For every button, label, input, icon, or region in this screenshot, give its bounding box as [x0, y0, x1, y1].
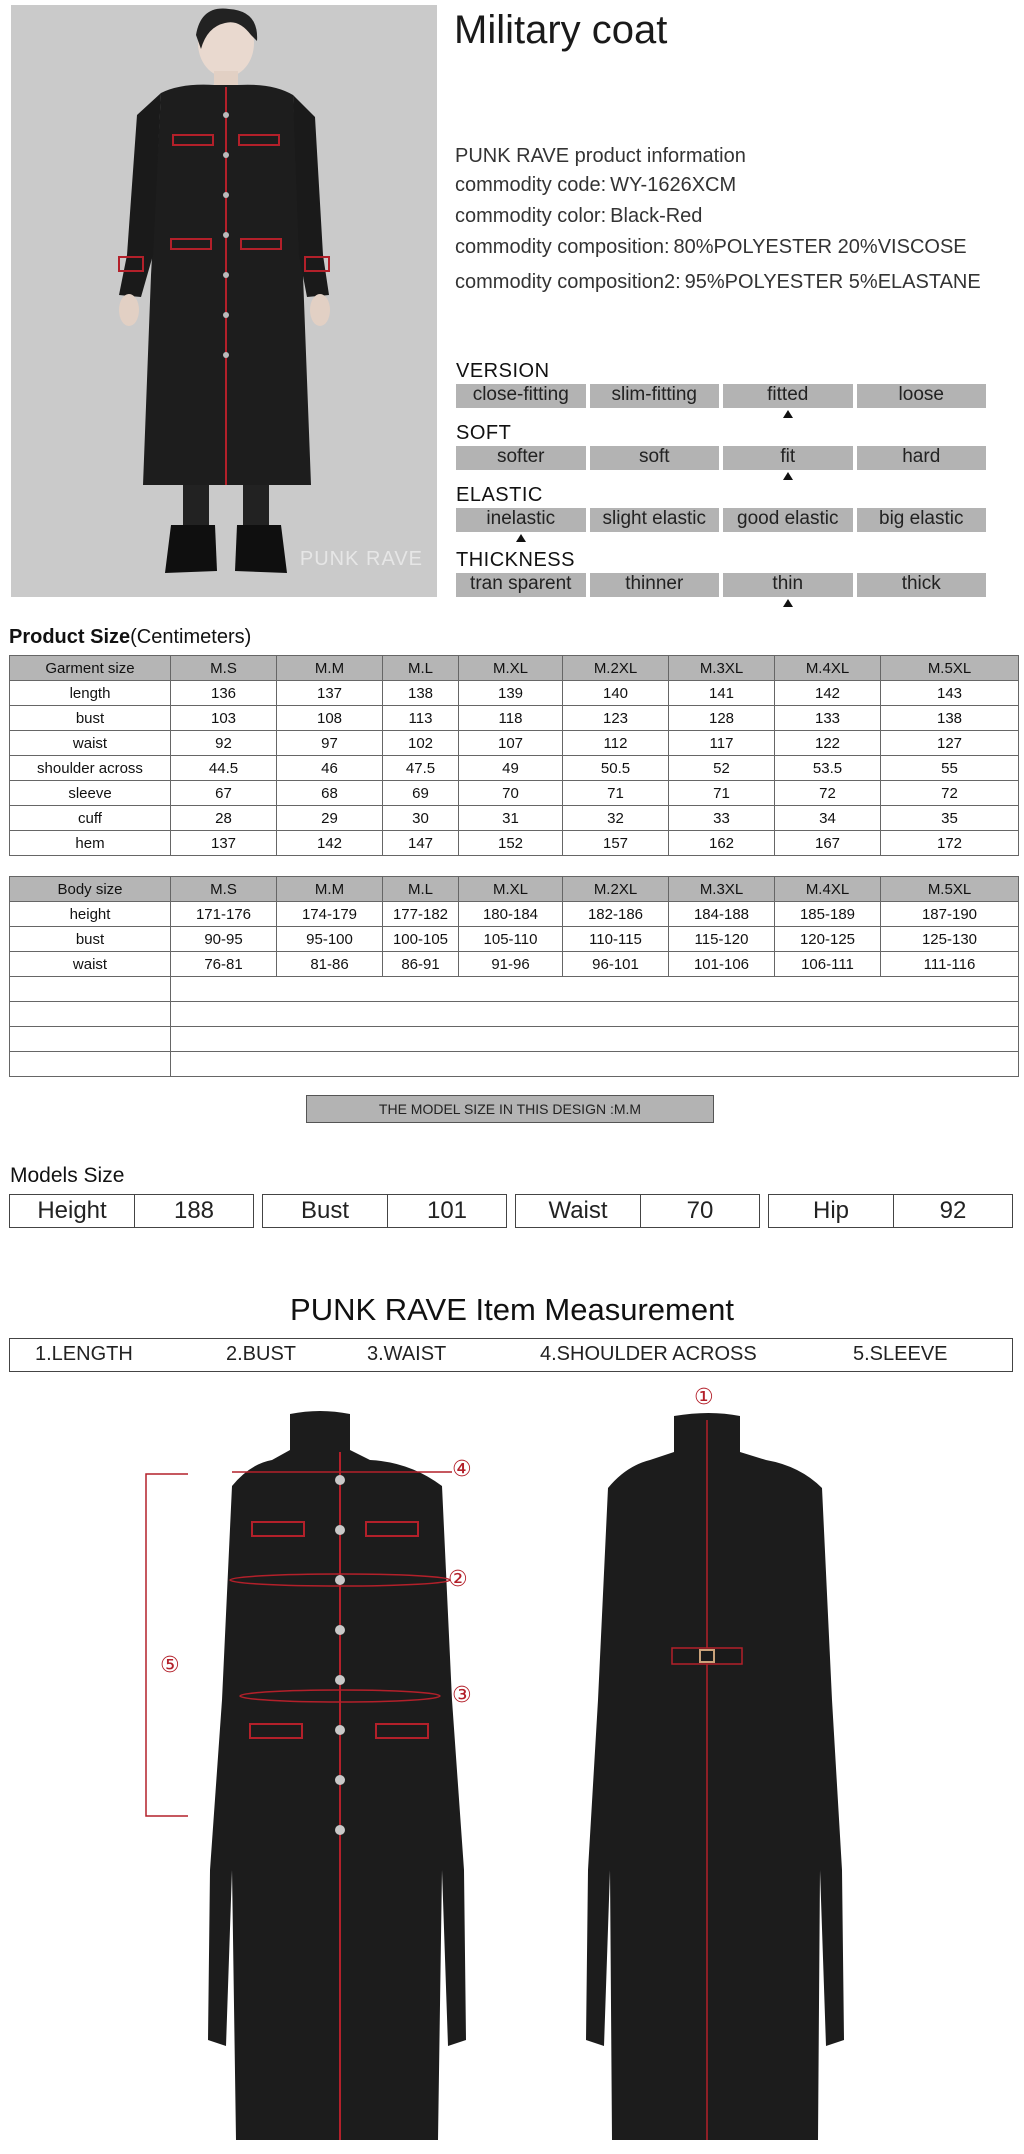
table-cell: 174-179: [277, 902, 383, 927]
table-row: [10, 952, 1019, 977]
attr-scale-version: [456, 384, 986, 408]
measurement-legend: [9, 1338, 1013, 1372]
table-cell: 147: [383, 831, 459, 856]
model-measure-hip: [768, 1194, 1013, 1228]
table-cell: 111-116: [881, 952, 1019, 977]
table-cell: 120-125: [775, 927, 881, 952]
table-cell: waist: [10, 952, 171, 977]
table-cell: 108: [277, 706, 383, 731]
table-cell: 140: [563, 681, 669, 706]
table-row: [10, 902, 1019, 927]
table-cell: [10, 1002, 171, 1027]
table-header-cell: M.L: [383, 877, 459, 902]
table-cell: [171, 1027, 1019, 1052]
model-measure-value: 101: [426, 1197, 468, 1224]
attr-option: fit: [723, 446, 853, 470]
code-value: WY-1626XCM: [610, 174, 737, 196]
table-cell: 180-184: [459, 902, 563, 927]
table-header-cell: Body size: [10, 877, 171, 902]
table-cell: 107: [459, 731, 563, 756]
table-cell: 125-130: [881, 927, 1019, 952]
table-cell: 133: [775, 706, 881, 731]
table-cell: 101-106: [669, 952, 775, 977]
table-header-cell: M.2XL: [563, 877, 669, 902]
model-measure-label: Hip: [769, 1195, 894, 1227]
table-cell: 71: [563, 781, 669, 806]
table-cell: 32: [563, 806, 669, 831]
table-cell: [171, 1052, 1019, 1077]
color-value: Black-Red: [610, 205, 703, 227]
empty-row: [10, 1052, 1019, 1077]
table-cell: 138: [383, 681, 459, 706]
attr-option: fitted: [723, 384, 853, 408]
attr-label-elastic: ELASTIC: [456, 484, 543, 506]
table-cell: 55: [881, 756, 1019, 781]
table-cell: 81-86: [277, 952, 383, 977]
table-cell: height: [10, 902, 171, 927]
table-cell: shoulder across: [10, 756, 171, 781]
table-cell: 142: [775, 681, 881, 706]
attr-option: tran sparent: [456, 573, 586, 597]
models-size-title: Models Size: [10, 1164, 125, 1187]
table-row: [10, 681, 1019, 706]
attr-option: slim-fitting: [590, 384, 720, 408]
empty-row: [10, 1027, 1019, 1052]
table-cell: 184-188: [669, 902, 775, 927]
model-size-note: THE MODEL SIZE IN THIS DESIGN :M.M: [306, 1095, 714, 1123]
table-cell: bust: [10, 706, 171, 731]
table-cell: 128: [669, 706, 775, 731]
info-composition2: [455, 271, 981, 294]
info-heading: PUNK RAVE product information: [455, 145, 746, 167]
sleeve-measure-bracket: [140, 1472, 190, 1818]
table-cell: 30: [383, 806, 459, 831]
attr-option: thin: [723, 573, 853, 597]
table-cell: 106-111: [775, 952, 881, 977]
table-cell: 167: [775, 831, 881, 856]
table-cell: 97: [277, 731, 383, 756]
table-cell: 172: [881, 831, 1019, 856]
table-header-cell: M.4XL: [775, 656, 881, 681]
table-cell: 127: [881, 731, 1019, 756]
table-cell: 44.5: [171, 756, 277, 781]
model-measure-waist: [515, 1194, 760, 1228]
attr-option: good elastic: [723, 508, 853, 532]
attr-option: thinner: [590, 573, 720, 597]
marker-3: ③: [452, 1682, 472, 1707]
attr-option: inelastic: [456, 508, 586, 532]
info-color: [455, 205, 702, 228]
table-cell: 102: [383, 731, 459, 756]
info-code: [455, 174, 736, 197]
product-size-title: [9, 626, 251, 649]
table-header-cell: M.2XL: [563, 656, 669, 681]
table-cell: sleeve: [10, 781, 171, 806]
attr-option: softer: [456, 446, 586, 470]
empty-row: [10, 977, 1019, 1002]
table-cell: 157: [563, 831, 669, 856]
measure-bust: 2.BUST: [226, 1343, 297, 1365]
table-cell: 29: [277, 806, 383, 831]
table-cell: 152: [459, 831, 563, 856]
color-label: commodity color:: [455, 205, 607, 227]
measure-waist: 3.WAIST: [367, 1343, 447, 1365]
table-cell: 46: [277, 756, 383, 781]
code-label: commodity code:: [455, 174, 607, 196]
model-measure-bust: [262, 1194, 507, 1228]
attr-option: loose: [857, 384, 987, 408]
table-row: [10, 806, 1019, 831]
marker-2: ②: [448, 1566, 468, 1591]
composition-value: 80%POLYESTER 20%VISCOSE: [673, 236, 967, 258]
table-header-cell: M.5XL: [881, 877, 1019, 902]
composition2-value: 95%POLYESTER 5%ELASTANE: [684, 271, 981, 293]
table-cell: waist: [10, 731, 171, 756]
table-cell: 96-101: [563, 952, 669, 977]
selected-indicator-icon: [783, 599, 793, 607]
table-header-cell: M.XL: [459, 656, 563, 681]
table-header-cell: M.XL: [459, 877, 563, 902]
attr-option: hard: [857, 446, 987, 470]
attr-option: thick: [857, 573, 987, 597]
table-cell: 68: [277, 781, 383, 806]
table-header-cell: M.M: [277, 877, 383, 902]
table-cell: 122: [775, 731, 881, 756]
model-measure-value: 92: [939, 1197, 967, 1224]
table-cell: 117: [669, 731, 775, 756]
model-measure-value: 188: [173, 1197, 215, 1224]
empty-row: [10, 1002, 1019, 1027]
table-cell: 67: [171, 781, 277, 806]
table-cell: 33: [669, 806, 775, 831]
table-header-cell: M.S: [171, 656, 277, 681]
table-cell: 143: [881, 681, 1019, 706]
info-composition: [455, 236, 967, 259]
attr-scale-thickness: [456, 573, 986, 597]
attr-label-thickness: THICKNESS: [456, 549, 575, 571]
table-row: [10, 756, 1019, 781]
product-size-heading: Product Size: [9, 626, 131, 648]
body-size-table: [9, 876, 1019, 1077]
table-cell: 110-115: [563, 927, 669, 952]
table-row: [10, 927, 1019, 952]
selected-indicator-icon: [783, 472, 793, 480]
table-cell: [171, 977, 1019, 1002]
table-cell: 113: [383, 706, 459, 731]
table-row: [10, 731, 1019, 756]
selected-indicator-icon: [516, 534, 526, 542]
attr-label-soft: SOFT: [456, 422, 512, 444]
table-cell: 100-105: [383, 927, 459, 952]
table-cell: [10, 977, 171, 1002]
table-cell: [171, 1002, 1019, 1027]
coat-back-diagram: [560, 1400, 870, 2140]
table-cell: 49: [459, 756, 563, 781]
table-cell: hem: [10, 831, 171, 856]
table-header-cell: M.S: [171, 877, 277, 902]
table-cell: 90-95: [171, 927, 277, 952]
table-header-cell: M.M: [277, 656, 383, 681]
table-cell: cuff: [10, 806, 171, 831]
table-header-cell: M.3XL: [669, 877, 775, 902]
model-measure-label: Bust: [263, 1195, 388, 1227]
table-row: [10, 831, 1019, 856]
table-cell: 185-189: [775, 902, 881, 927]
table-cell: 92: [171, 731, 277, 756]
table-cell: 136: [171, 681, 277, 706]
table-cell: 53.5: [775, 756, 881, 781]
table-cell: 95-100: [277, 927, 383, 952]
table-row: [10, 706, 1019, 731]
attr-scale-elastic: [456, 508, 986, 532]
table-header-row: [10, 877, 1019, 902]
table-cell: 103: [171, 706, 277, 731]
product-photo: [11, 5, 437, 597]
marker-1: ①: [694, 1384, 714, 1409]
attr-option: big elastic: [857, 508, 987, 532]
attr-scale-soft: [456, 446, 986, 470]
product-title: Military coat: [454, 8, 668, 52]
table-header-cell: M.3XL: [669, 656, 775, 681]
table-cell: 137: [171, 831, 277, 856]
table-cell: 115-120: [669, 927, 775, 952]
measurement-title: PUNK RAVE Item Measurement: [290, 1292, 734, 1327]
table-cell: 112: [563, 731, 669, 756]
attr-label-version: VERSION: [456, 360, 550, 382]
measure-sleeve: 5.SLEEVE: [853, 1343, 948, 1365]
table-cell: 52: [669, 756, 775, 781]
model-measure-label: Waist: [516, 1195, 641, 1227]
table-cell: 69: [383, 781, 459, 806]
attr-option: slight elastic: [590, 508, 720, 532]
table-cell: length: [10, 681, 171, 706]
table-cell: 142: [277, 831, 383, 856]
composition2-label: commodity composition2:: [455, 271, 681, 293]
marker-4: ④: [452, 1456, 472, 1481]
marker-5: ⑤: [160, 1652, 180, 1677]
table-cell: 72: [881, 781, 1019, 806]
model-measure-height: [9, 1194, 254, 1228]
composition-label: commodity composition:: [455, 236, 670, 258]
table-cell: 139: [459, 681, 563, 706]
table-cell: [10, 1027, 171, 1052]
product-size-unit: (Centimeters): [130, 626, 252, 648]
table-cell: 91-96: [459, 952, 563, 977]
table-cell: 162: [669, 831, 775, 856]
model-measure-label: Height: [10, 1195, 135, 1227]
table-cell: bust: [10, 927, 171, 952]
table-cell: 34: [775, 806, 881, 831]
model-measure-value: 70: [686, 1197, 714, 1224]
table-cell: 72: [775, 781, 881, 806]
table-header-row: [10, 656, 1019, 681]
table-cell: 50.5: [563, 756, 669, 781]
table-cell: 76-81: [171, 952, 277, 977]
table-cell: 171-176: [171, 902, 277, 927]
model-coat-illustration: [11, 5, 437, 597]
table-header-cell: M.5XL: [881, 656, 1019, 681]
selected-indicator-icon: [783, 410, 793, 418]
table-cell: 105-110: [459, 927, 563, 952]
table-row: [10, 781, 1019, 806]
table-cell: 177-182: [383, 902, 459, 927]
table-cell: 35: [881, 806, 1019, 831]
table-cell: 86-91: [383, 952, 459, 977]
table-cell: 187-190: [881, 902, 1019, 927]
attr-option: close-fitting: [456, 384, 586, 408]
coat-front-diagram: [180, 1400, 510, 2140]
table-header-cell: M.L: [383, 656, 459, 681]
attr-option: soft: [590, 446, 720, 470]
measure-length: 1.LENGTH: [35, 1343, 133, 1365]
table-cell: 141: [669, 681, 775, 706]
product-size-table: [9, 655, 1019, 856]
table-cell: 123: [563, 706, 669, 731]
measure-shoulder-across: 4.SHOULDER ACROSS: [540, 1343, 757, 1365]
table-cell: 71: [669, 781, 775, 806]
table-header-cell: M.4XL: [775, 877, 881, 902]
table-cell: 31: [459, 806, 563, 831]
table-cell: 70: [459, 781, 563, 806]
table-cell: 28: [171, 806, 277, 831]
table-cell: [10, 1052, 171, 1077]
table-cell: 138: [881, 706, 1019, 731]
table-header-cell: Garment size: [10, 656, 171, 681]
table-cell: 118: [459, 706, 563, 731]
table-cell: 47.5: [383, 756, 459, 781]
table-cell: 137: [277, 681, 383, 706]
photo-watermark: PUNK RAVE: [299, 548, 423, 570]
table-cell: 182-186: [563, 902, 669, 927]
